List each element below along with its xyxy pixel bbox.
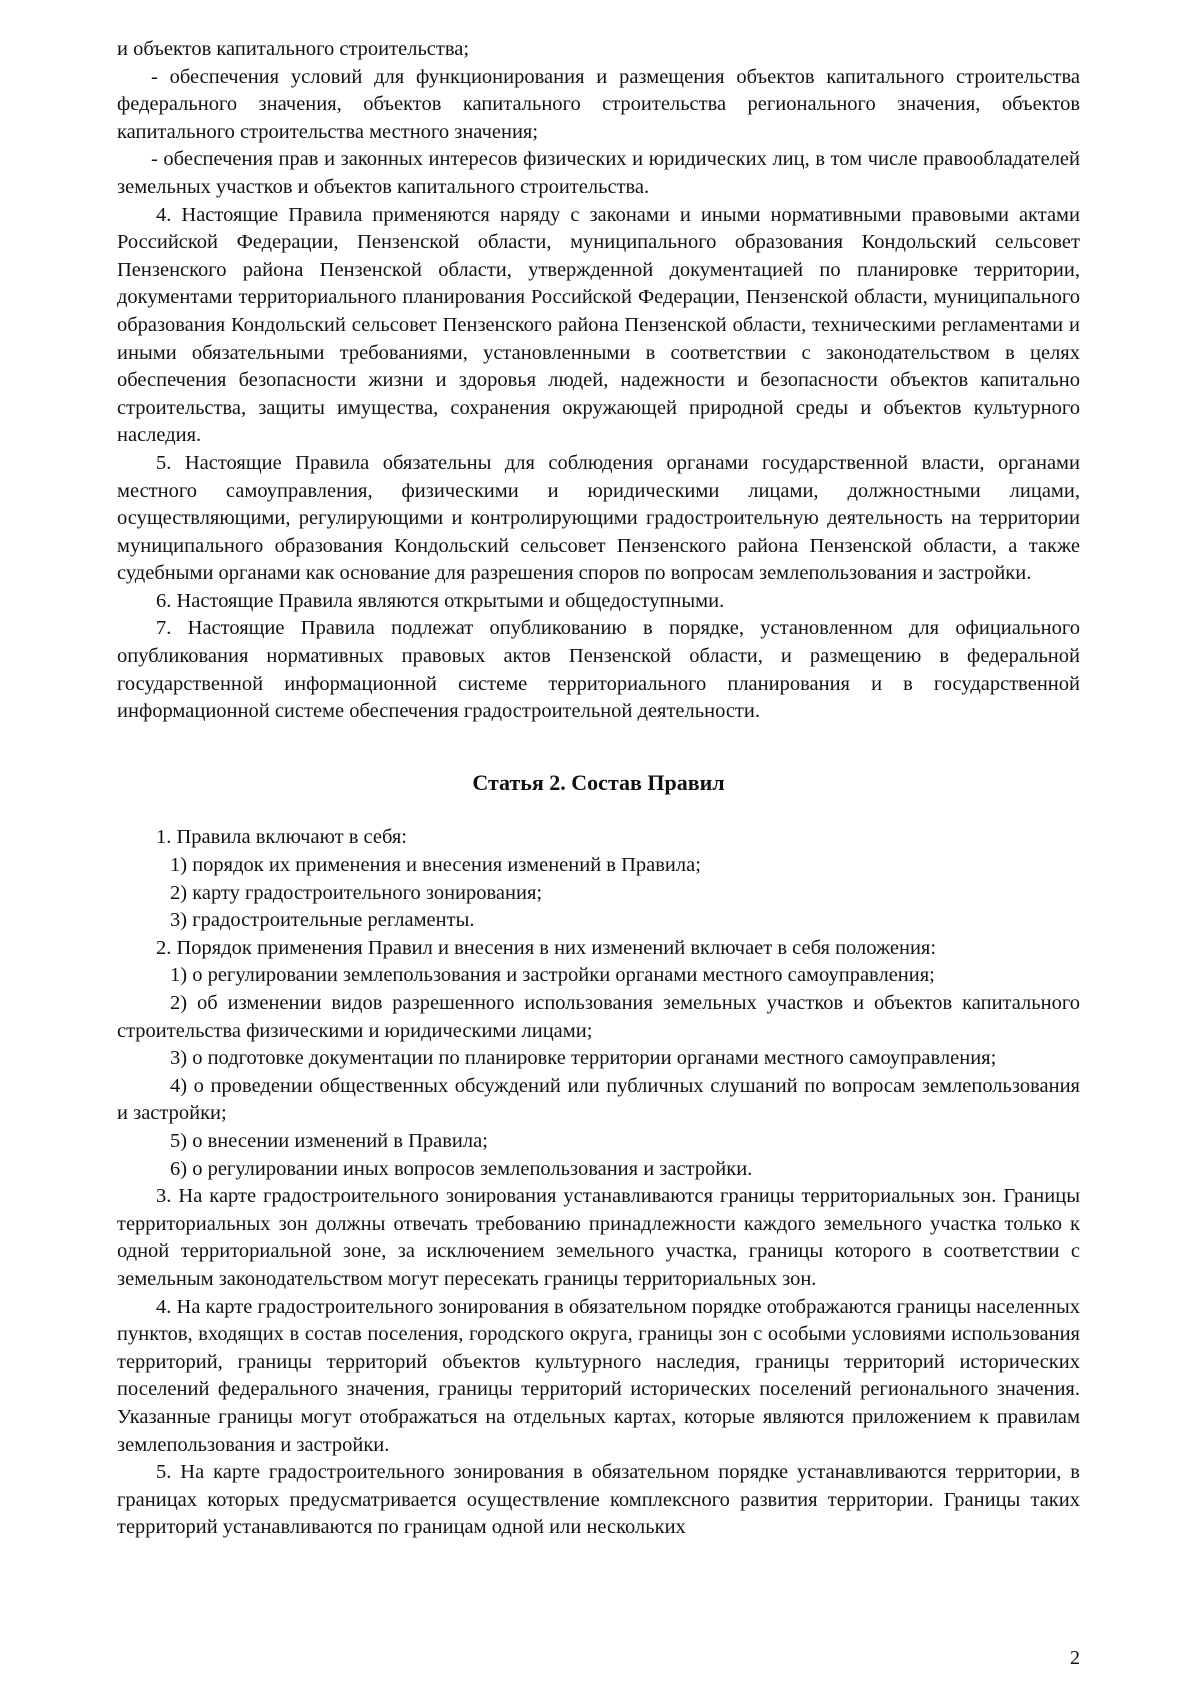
sub-item: 2) карту градостроительного зонирования;: [170, 881, 543, 904]
numbered-paragraph: 3. На карте градостроительного зонирования устанавливаются границы территориальных зон. Границы территориальных зон должны отвечать требованию принадлежности каждого земельного участка только к одной территориальной зоне, за исключением земельного участка, границы которого в соответствии с земельным законодательством могут пересекать границы территориальных зон.: [117, 1185, 1080, 1290]
numbered-paragraph: 6. Настоящие Правила являются открытыми и общедоступными.: [156, 589, 725, 612]
numbered-paragraph: 4. Настоящие Правила применяются наряду с законами и иными нормативными правовыми актами Российской Федерации, Пензенской области, муниципального образования Кондольский сельсовет Пензенского района Пензенской области, утвержденной документацией по планировке территории, документами территориального планирования Российской Федерации, Пензенской области, муниципального образования Кондольский сельсовет Пензенского района Пензенской области, техническими регламентами и иными обязательными требованиями, установленными в соответствии с законодательством в целях обеспечения безопасности жизни и здоровья людей, надежности и безопасности объектов капитально строительства, защиты имущества, сохранения окружающей природной среды и объектов культурного наследия.: [117, 203, 1080, 447]
page-number: 2: [1070, 1647, 1080, 1669]
numbered-paragraph: 4. На карте градостроительного зонирования в обязательном порядке отображаются границы населенных пунктов, входящих в состав поселения, городского округа, границы зон с особыми условиями использования территорий, границы территорий объектов культурного наследия, границы территорий исторических поселений федерального значения, границы территорий исторических поселений регионального значения. Указанные границы могут отображаться на отдельных картах, которые являются приложением к правилам землепользования и застройки.: [117, 1295, 1080, 1456]
sub-item: 3) градостроительные регламенты.: [170, 909, 475, 932]
numbered-paragraph: 2. Порядок применения Правил и внесения в них изменений включает в себя положения:: [156, 936, 937, 959]
sub-item: 1) порядок их применения и внесения изменений в Правила;: [170, 854, 701, 877]
sub-item: 6) о регулировании иных вопросов землепользования и застройки.: [170, 1157, 753, 1180]
sub-item: 5) о внесении изменений в Правила;: [170, 1129, 488, 1152]
article-heading: Статья 2. Состав Правил: [472, 769, 725, 795]
numbered-paragraph: 5. На карте градостроительного зонирования в обязательном порядке устанавливаются территории, в границах которых предусматривается осуществление комплексного развития территории. Границы таких территорий устанавливаются по границам одной или нескольких: [117, 1461, 1080, 1539]
sub-item: 4) о проведении общественных обсуждений или публичных слушаний по вопросам землепользования и застройки;: [117, 1074, 1080, 1125]
document-page: [117, 36, 1080, 1542]
dash-item: - обеспечения условий для функционирования и размещения объектов капитального строительства федерального значения, объектов капитального строительства регионального значения, объектов капитального строительства местного значения;: [117, 65, 1080, 143]
sub-item: 3) о подготовке документации по планировке территории органами местного самоуправления;: [170, 1047, 997, 1070]
numbered-paragraph: 5. Настоящие Правила обязательны для соблюдения органами государственной власти, органами местного самоуправления, физическими и юридическими лицами, должностными лицами, осуществляющими, регулирующими и контролирующими градостроительную деятельность на территории муниципального образования Кондольский сельсовет Пензенского района Пензенской области, а также судебными органами как основание для разрешения споров по вопросам землепользования и застройки.: [117, 451, 1080, 585]
sub-item: 1) о регулировании землепользования и застройки органами местного самоуправления;: [170, 964, 935, 987]
paragraph-continuation: и объектов капитального строительства;: [117, 38, 470, 60]
sub-item: 2) об изменении видов разрешенного использования земельных участков и объектов капитального строительства физическими и юридическими лицами;: [117, 992, 1080, 1042]
dash-item: - обеспечения прав и законных интересов физических и юридических лиц, в том числе правообладателей земельных участков и объектов капитального строительства.: [117, 148, 1080, 198]
numbered-paragraph: 7. Настоящие Правила подлежат опубликованию в порядке, установленном для официального опубликования нормативных правовых актов Пензенской области, и размещению в федеральной государственной информационной системе территориального планирования и в государственной информационной системе обеспечения градостроительной деятельности.: [117, 617, 1080, 723]
numbered-paragraph: 1. Правила включают в себя:: [156, 826, 407, 849]
